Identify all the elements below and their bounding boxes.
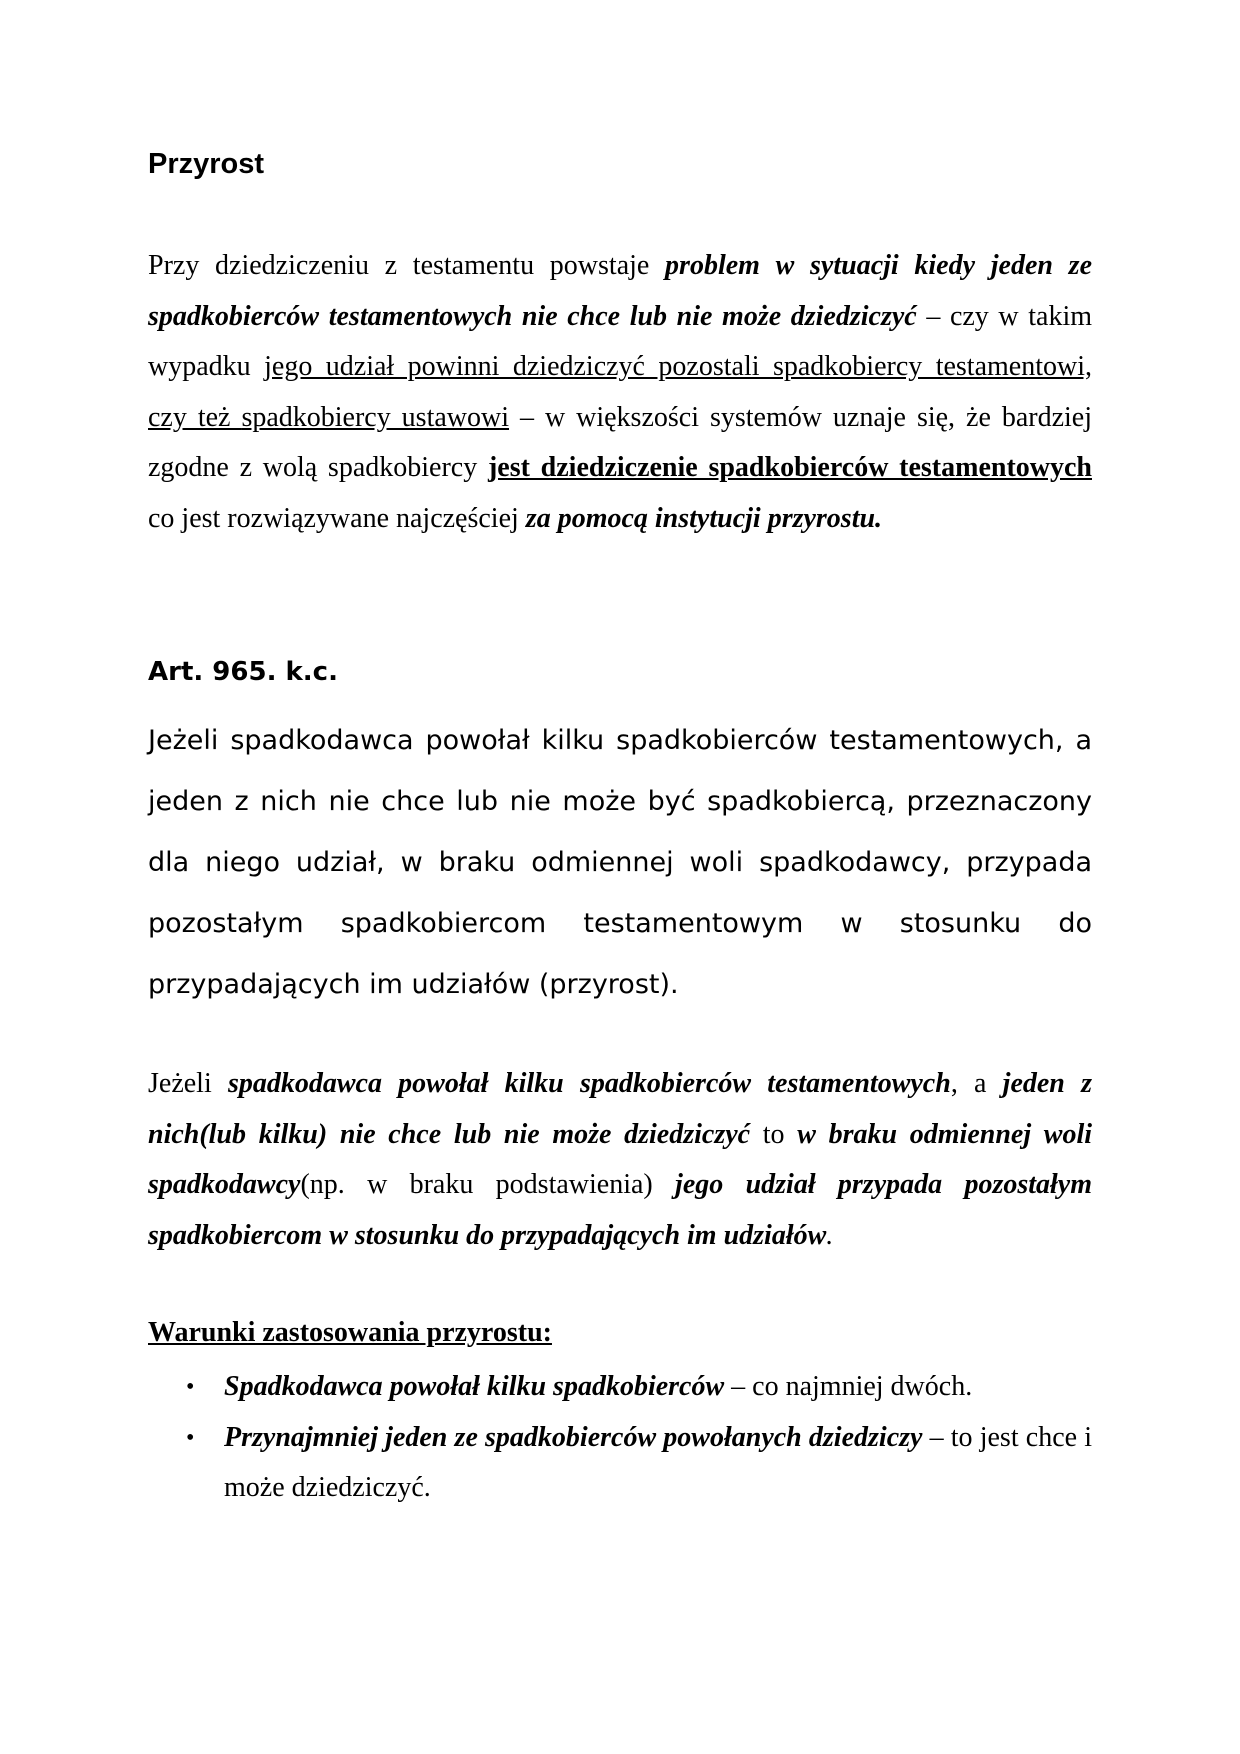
page-title: Przyrost [148,148,265,180]
condition-emphasis: Przynajmniej jeden ze spadkobierców powołanych dziedziczy [224,1421,923,1453]
intro-paragraph [148,241,1092,544]
article-heading: Art. 965. k.c. [148,657,338,687]
condition-text: – to jest chce i może dziedziczyć. [224,1421,1092,1503]
condition-emphasis: Spadkodawca powołał kilku spadkobierców [224,1371,725,1402]
explanation-text-9: . [826,1219,834,1251]
bullet-icon: • [186,1424,195,1451]
explanation-emphasis-heir: jeden z nich(lub kilku) nie chce lub nie może dziedziczyć [148,1068,1092,1150]
bullet-icon: • [186,1374,195,1400]
conditions-heading: Warunki zastosowania przyrostu: [148,1317,552,1348]
list-item [148,1362,1092,1413]
conditions-list [148,1362,1092,1514]
explanation-text-5: to [750,1118,798,1150]
intro-emphasis-accretion: za pomocą instytucji przyrostu. [525,502,883,534]
intro-text-1: Przy dziedziczeniu z testamentu powstaje [148,250,666,281]
intro-text-6: – w większości systemów uznaje się, że bardziej zgodne z wolą spadkobiercy [148,401,1093,483]
explanation-emphasis-share: jego udział przypada pozostałym spadkobiercom w stosunku do przypadających im udziałów [148,1169,1092,1251]
explanation-emphasis-testator: spadkodawca powołał kilku spadkobierców testamentowych [227,1068,951,1099]
list-item [148,1413,1092,1514]
intro-emphasis-problem: problem w sytuacji kiedy jeden ze spadkobierców testamentowych nie chce lub nie może dziedziczyć [148,250,1092,332]
condition-text: – co najmniej dwóch. [724,1371,973,1402]
intro-bold-underlined-answer: jest dziedziczenie spadkobierców testamentowych [487,452,1092,483]
intro-text-8: co jest rozwiązywane najczęściej [148,502,526,534]
explanation-text-7: (np. w braku podstawienia) [300,1169,676,1200]
explanation-paragraph [148,1059,1092,1261]
article-text: Jeżeli spadkodawca powołał kilku spadkobierców testamentowych, a jeden z nich nie chce lub nie może być spadkobiercą, przeznaczony dla niego udział, w braku odmiennej woli spadkodawcy, przypada pozostałym spadkobiercom testamentowym w stosunku do przypadających im udziałów (przyrost). [148,725,1092,1000]
intro-underlined-statutory-heirs: spadkobiercy ustawowi [241,401,510,433]
intro-underlined-question: jego udział powinni dziedziczyć pozostali spadkobiercy testamentowi, czy też [148,351,1092,433]
intro-text-3: – czy w takim wypadku [148,300,1093,382]
explanation-text-3: , a [950,1068,1003,1099]
explanation-emphasis-will: w braku odmiennej woli spadkodawcy [148,1118,1093,1200]
explanation-text-1: Jeżeli [148,1068,228,1099]
